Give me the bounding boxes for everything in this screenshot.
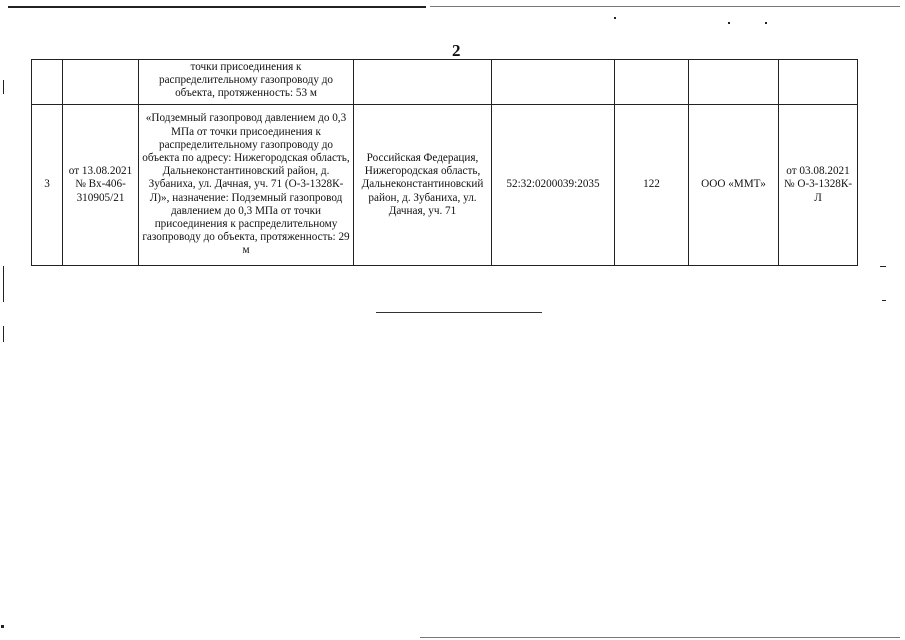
scan-dot xyxy=(765,22,767,24)
table-row-continuation xyxy=(32,60,858,105)
cell-number xyxy=(32,60,63,105)
scan-dot xyxy=(614,17,616,19)
scan-edge-mark xyxy=(880,266,886,267)
scan-dot xyxy=(728,22,730,24)
scan-edge-mark xyxy=(3,266,4,302)
cell-number: 3 xyxy=(32,105,63,266)
scan-edge-line xyxy=(420,637,900,638)
cell-location: Российская Федерация, Нижегородская область, Дальнеконстантиновский район, д. Зубаниха, ул. Дачная, уч. 71 xyxy=(354,105,492,266)
scan-edge-line xyxy=(8,6,426,8)
separator-line xyxy=(376,312,542,313)
page-number: 2 xyxy=(452,41,461,60)
cell-request: от 13.08.2021 № Вх-406-310905/21 xyxy=(63,105,139,266)
cell-description: «Подземный газопровод давлением до 0,3 МПа от точки присоединения к распределительному газопроводу до объекта по адресу: Нижегородская область, Дальнеконстантиновский район, д. Зубаниха, ул. Дачная, уч. 71 (О-3-1328К-Л)», назначение: Подземный газопровод давлением до 0,3 МПа от точки присоединения к распределительному газопроводу до объекта, протяженность: 29 м xyxy=(139,105,354,266)
cell-request xyxy=(63,60,139,105)
cell-agreement: от 03.08.2021 № О-3-1328К-Л xyxy=(779,105,858,266)
scan-edge-mark xyxy=(3,326,4,342)
cell-owner xyxy=(689,60,779,105)
cell-agreement xyxy=(779,60,858,105)
scan-edge-mark xyxy=(3,80,4,94)
cell-cadastral: 52:32:0200039:2035 xyxy=(492,105,615,266)
table-row xyxy=(32,105,858,266)
cell-owner: ООО «ММТ» xyxy=(689,105,779,266)
cell-area: 122 xyxy=(615,105,689,266)
land-plot-table xyxy=(31,59,858,266)
scan-edge-line xyxy=(430,6,900,7)
cell-location xyxy=(354,60,492,105)
scan-dot xyxy=(1,625,4,628)
cell-area xyxy=(615,60,689,105)
scan-edge-mark xyxy=(882,300,886,301)
cell-description: точки присоединения к распределительному газопроводу до объекта, протяженность: 53 м xyxy=(139,60,354,105)
cell-cadastral xyxy=(492,60,615,105)
